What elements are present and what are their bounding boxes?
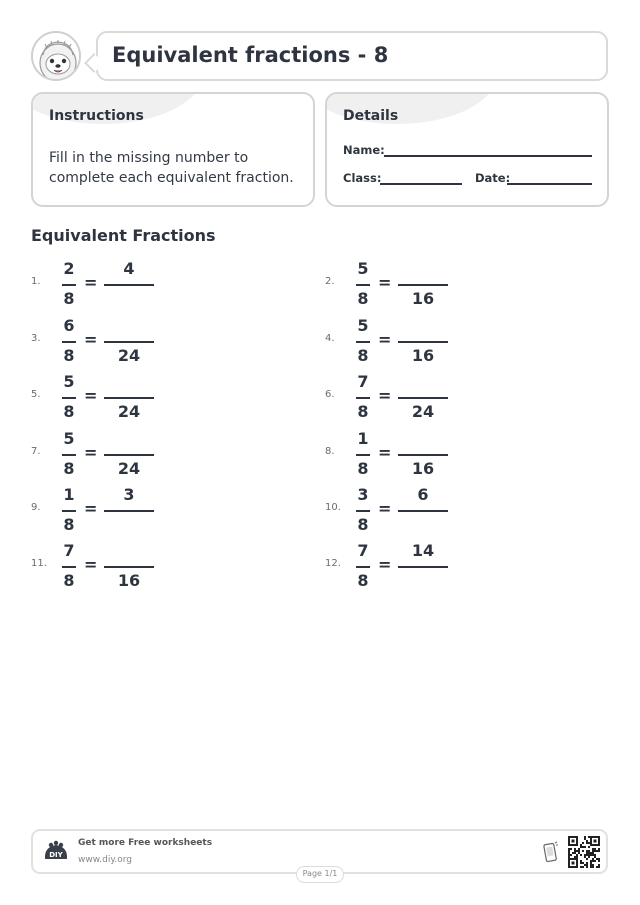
given-fraction: [355, 429, 371, 481]
diy-logo-icon: [43, 839, 69, 865]
problem-item: [31, 316, 231, 368]
given-denominator: 8: [63, 346, 75, 365]
phone-icon: [543, 841, 559, 863]
answer-numerator[interactable]: 14: [411, 541, 435, 560]
answer-fraction[interactable]: [104, 429, 154, 481]
problem-item: [325, 316, 525, 368]
answer-denominator[interactable]: 16: [117, 571, 141, 590]
problem-number: 4.: [325, 333, 335, 344]
answer-numerator[interactable]: 6: [417, 485, 429, 504]
problem-item: [325, 485, 525, 537]
given-denominator: 8: [63, 515, 75, 534]
answer-fraction[interactable]: [398, 541, 448, 593]
given-numerator: 7: [357, 541, 369, 560]
problem-number: 9.: [31, 502, 41, 513]
answer-fraction[interactable]: [104, 372, 154, 424]
answer-bar: [104, 284, 154, 286]
equals-sign: =: [378, 386, 392, 405]
problem-number: 6.: [325, 389, 335, 400]
answer-bar: [104, 341, 154, 343]
instructions-text: Fill in the missing number to complete each equivalent fraction.: [49, 150, 294, 186]
answer-fraction[interactable]: [398, 372, 448, 424]
equals-sign: =: [84, 443, 98, 462]
given-numerator: 5: [357, 316, 369, 335]
problem-number: 2.: [325, 276, 335, 287]
answer-fraction[interactable]: [398, 316, 448, 368]
equals-sign: =: [378, 555, 392, 574]
given-numerator: 6: [63, 316, 75, 335]
answer-bar: [104, 397, 154, 399]
given-fraction: [355, 316, 371, 368]
equals-sign: =: [378, 330, 392, 349]
given-denominator: 8: [63, 571, 75, 590]
answer-bar: [398, 397, 448, 399]
given-numerator: 2: [63, 259, 75, 278]
equals-sign: =: [84, 555, 98, 574]
problem-item: [31, 429, 231, 481]
given-fraction: [61, 429, 77, 481]
given-denominator: 8: [63, 289, 75, 308]
equals-sign: =: [378, 273, 392, 292]
instructions-heading: Instructions: [49, 108, 144, 124]
given-numerator: 7: [357, 372, 369, 391]
problem-item: [31, 541, 231, 593]
date-field[interactable]: [507, 183, 592, 185]
given-fraction: [61, 372, 77, 424]
problem-item: [325, 429, 525, 481]
given-fraction: [355, 485, 371, 537]
fraction-bar: [62, 454, 76, 456]
answer-fraction[interactable]: [398, 485, 448, 537]
problem-number: 5.: [31, 389, 41, 400]
answer-bar: [398, 566, 448, 568]
problem-item: [325, 259, 525, 311]
instructions-panel: [31, 92, 315, 207]
given-fraction: [61, 259, 77, 311]
answer-fraction[interactable]: [104, 316, 154, 368]
logo-text: DIY: [49, 851, 63, 859]
problem-item: [31, 485, 231, 537]
problem-item: [325, 372, 525, 424]
fraction-bar: [356, 284, 370, 286]
answer-bar: [104, 566, 154, 568]
problem-number: 1.: [31, 276, 41, 287]
answer-fraction[interactable]: [104, 485, 154, 537]
fraction-bar: [356, 454, 370, 456]
given-denominator: 8: [357, 459, 369, 478]
given-fraction: [355, 541, 371, 593]
answer-denominator[interactable]: 16: [411, 289, 435, 308]
answer-denominator[interactable]: 24: [411, 402, 435, 421]
equals-sign: =: [84, 330, 98, 349]
answer-bar: [104, 454, 154, 456]
equals-sign: =: [84, 499, 98, 518]
given-numerator: 7: [63, 541, 75, 560]
fraction-bar: [62, 284, 76, 286]
given-denominator: 8: [63, 459, 75, 478]
details-panel: [325, 92, 609, 207]
date-label: Date:: [475, 171, 511, 185]
given-fraction: [61, 316, 77, 368]
name-label: Name:: [343, 143, 385, 157]
answer-fraction[interactable]: [104, 259, 154, 311]
answer-numerator[interactable]: 3: [123, 485, 135, 504]
fraction-bar: [356, 397, 370, 399]
footer-url[interactable]: www.diy.org: [78, 855, 132, 865]
given-fraction: [355, 259, 371, 311]
answer-denominator[interactable]: 16: [411, 346, 435, 365]
class-field[interactable]: [380, 183, 462, 185]
equals-sign: =: [84, 386, 98, 405]
answer-denominator[interactable]: 24: [117, 346, 141, 365]
given-denominator: 8: [357, 346, 369, 365]
problem-number: 8.: [325, 446, 335, 457]
fraction-bar: [356, 510, 370, 512]
section-title: Equivalent Fractions: [31, 226, 216, 245]
answer-bar: [104, 510, 154, 512]
given-numerator: 5: [63, 372, 75, 391]
problem-item: [31, 259, 231, 311]
given-denominator: 8: [63, 402, 75, 421]
footer-title: Get more Free worksheets: [78, 838, 213, 848]
answer-fraction[interactable]: [398, 429, 448, 481]
problem-number: 3.: [31, 333, 41, 344]
sloth-mascot-icon: [31, 31, 81, 81]
given-denominator: 8: [357, 289, 369, 308]
qr-code-icon[interactable]: [568, 836, 600, 868]
fraction-bar: [62, 397, 76, 399]
name-field[interactable]: [384, 155, 592, 157]
problem-number: 10.: [325, 502, 341, 513]
answer-numerator[interactable]: 4: [123, 259, 135, 278]
class-label: Class:: [343, 171, 382, 185]
given-numerator: 5: [357, 259, 369, 278]
given-fraction: [61, 485, 77, 537]
answer-bar: [398, 284, 448, 286]
given-numerator: 3: [357, 485, 369, 504]
fraction-bar: [62, 510, 76, 512]
equals-sign: =: [378, 443, 392, 462]
fraction-bar: [62, 566, 76, 568]
answer-denominator[interactable]: 16: [411, 459, 435, 478]
answer-fraction[interactable]: [398, 259, 448, 311]
answer-bar: [398, 341, 448, 343]
title-banner: [96, 31, 608, 81]
given-numerator: 5: [63, 429, 75, 448]
equals-sign: =: [84, 273, 98, 292]
given-numerator: 1: [357, 429, 369, 448]
problem-item: [325, 541, 525, 593]
answer-bar: [398, 510, 448, 512]
problem-number: 12.: [325, 558, 341, 569]
page-indicator: Page 1/1: [296, 866, 344, 883]
fraction-bar: [62, 341, 76, 343]
equals-sign: =: [378, 499, 392, 518]
given-fraction: [61, 541, 77, 593]
answer-fraction[interactable]: [104, 541, 154, 593]
given-denominator: 8: [357, 402, 369, 421]
problem-number: 7.: [31, 446, 41, 457]
answer-denominator[interactable]: 24: [117, 402, 141, 421]
problem-number: 11.: [31, 558, 47, 569]
answer-denominator[interactable]: 24: [117, 459, 141, 478]
given-fraction: [355, 372, 371, 424]
page-title: Equivalent fractions - 8: [112, 43, 389, 67]
details-heading: Details: [343, 108, 399, 124]
given-numerator: 1: [63, 485, 75, 504]
problem-item: [31, 372, 231, 424]
fraction-bar: [356, 566, 370, 568]
given-denominator: 8: [357, 515, 369, 534]
given-denominator: 8: [357, 571, 369, 590]
fraction-bar: [356, 341, 370, 343]
answer-bar: [398, 454, 448, 456]
